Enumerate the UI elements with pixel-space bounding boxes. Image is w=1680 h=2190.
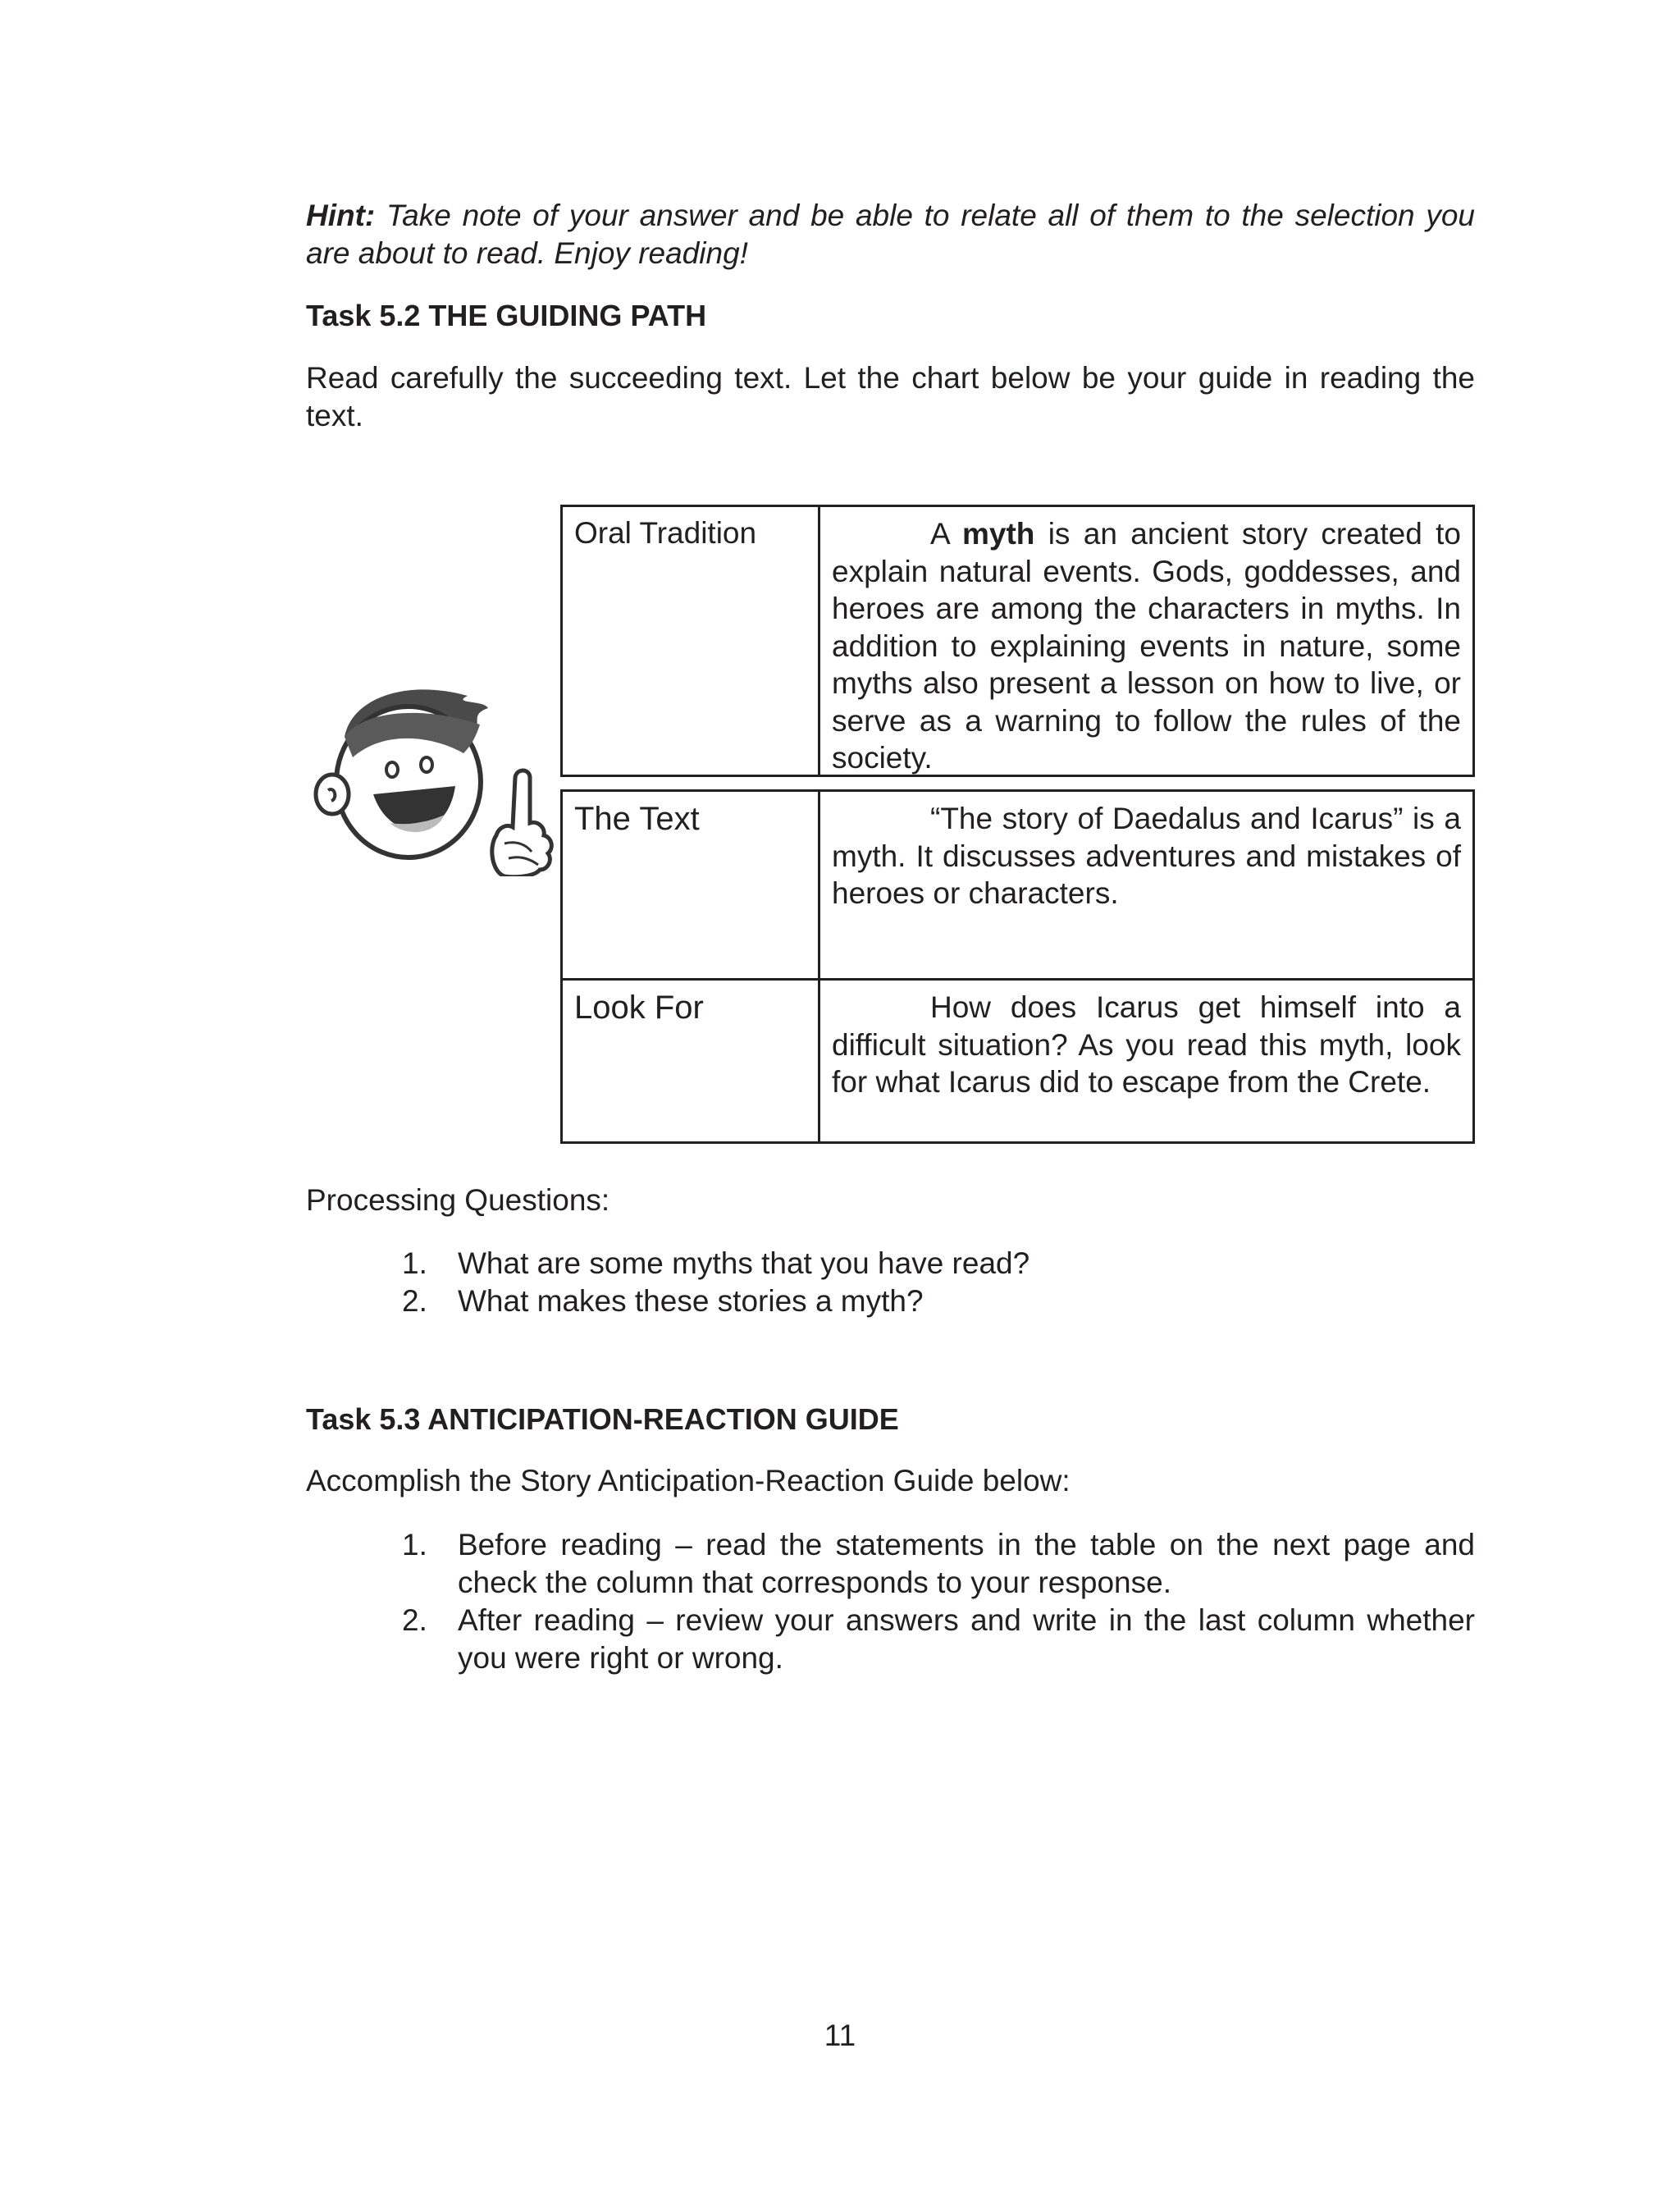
list-item: 2. What makes these stories a myth? <box>402 1284 924 1318</box>
task-5-3-heading: Task 5.3 ANTICIPATION-REACTION GUIDE <box>306 1402 899 1436</box>
task-5-2-intro: Read carefully the succeeding text. Let the chart below be your guide in reading the text. <box>306 361 1475 432</box>
page-number: 11 <box>824 2019 856 2052</box>
hint-paragraph <box>306 197 1475 272</box>
processing-questions-list <box>402 1245 1475 1320</box>
guide-row-oral-tradition <box>560 505 1475 777</box>
task-5-2-heading: Task 5.2 THE GUIDING PATH <box>306 299 707 332</box>
anticipation-steps-list <box>402 1526 1475 1677</box>
pointing-boy-illustration <box>312 679 555 876</box>
guide-label: The Text <box>563 792 820 981</box>
list-item: 1. Before reading – read the statements in the table on the next page and check the column that corresponds to your response. <box>402 1528 1475 1599</box>
guide-row-look-for <box>560 978 1475 1144</box>
guide-description: A myth is an ancient story created to explain natural events. Gods, goddesses, and heroes are among the characters in myths. In addition to explaining events in nature, some myths also present a lesson on how to live, or serve as a warning to follow the rules of the society. <box>832 517 1461 775</box>
list-item: 1. What are some myths that you have read? <box>402 1246 1030 1280</box>
hint-text: Take note of your answer and be able to relate all of them to the selection you are about to read. Enjoy reading! <box>306 199 1475 270</box>
task-5-3-intro: Accomplish the Story Anticipation-Reaction Guide below: <box>306 1464 1071 1497</box>
guide-description: How does Icarus get himself into a difficult situation? As you read this myth, look for what Icarus did to escape from the Crete. <box>832 990 1461 1099</box>
hint-label: Hint: <box>306 199 376 232</box>
list-item: 2. After reading – review your answers and write in the last column whether you were right or wrong. <box>402 1603 1475 1675</box>
guide-row-the-text <box>560 789 1475 981</box>
guide-label: Look For <box>563 981 820 1141</box>
guide-label: Oral Tradition <box>563 507 820 775</box>
guide-description: “The story of Daedalus and Icarus” is a myth. It discusses adventures and mistakes of heroes or characters. <box>832 802 1461 910</box>
myth-term: myth <box>961 517 1035 551</box>
processing-questions-title: Processing Questions: <box>306 1183 610 1217</box>
